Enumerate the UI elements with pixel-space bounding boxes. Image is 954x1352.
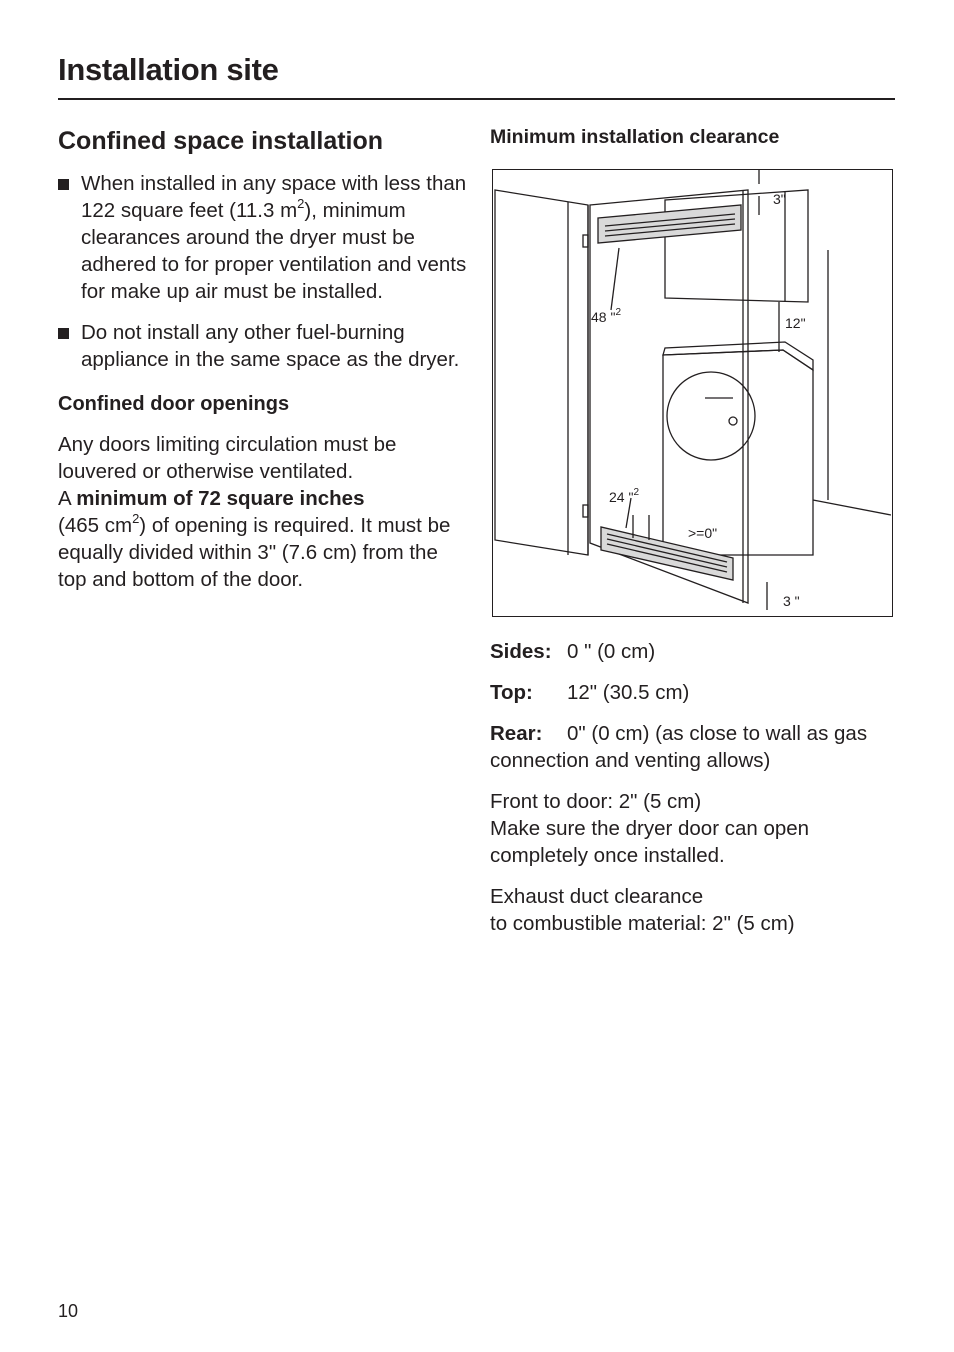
clearance-rear <box>490 720 900 774</box>
bullet-list <box>58 170 468 373</box>
para-text: (465 cm <box>58 514 133 537</box>
clearance-list <box>490 638 900 951</box>
clearance-diagram <box>492 169 893 617</box>
clearance-exhaust <box>490 883 900 937</box>
clearance-top <box>490 679 900 706</box>
bullet-text-pre: When installed in any space with less than 122 square feet (11.3 m <box>81 172 467 222</box>
figure-heading: Minimum installation clearance <box>490 126 780 148</box>
dryer-top <box>663 342 813 370</box>
rear-label: Rear: <box>490 722 543 745</box>
clearance-sides <box>490 638 900 665</box>
sides-value: 0 " (0 cm) <box>567 640 656 663</box>
bullet-text: Do not install any other fuel-burning appliance in the same space as the dryer. <box>81 321 460 371</box>
label-top-gap: 3" <box>773 191 786 207</box>
top-label: Top: <box>490 681 533 704</box>
door-paragraph <box>58 431 468 593</box>
top-value: 12" (30.5 cm) <box>567 681 690 704</box>
square-bullet-icon <box>58 328 69 339</box>
clearance-diagram-svg <box>493 170 891 615</box>
sides-label: Sides: <box>490 640 552 663</box>
front-line-2: Make sure the dryer door can open completely once installed. <box>490 817 810 867</box>
label-bottom-gap: 3 " <box>783 593 800 609</box>
left-door <box>495 190 588 555</box>
right-column <box>490 124 900 150</box>
upper-vent <box>598 205 741 243</box>
para-text: A <box>58 487 77 510</box>
label-side-gap: >=0" <box>688 525 718 541</box>
floor-line <box>813 500 891 515</box>
bullet-item-fuel <box>58 319 468 373</box>
left-column <box>58 124 468 593</box>
superscript: 2 <box>132 511 140 527</box>
bullet-item-space <box>58 170 468 305</box>
bullet-text-post: ), minimum clearances around the dryer must be adhered to for proper ventilation and vents for make up air must be installed. <box>81 199 467 303</box>
clearance-front <box>490 788 900 869</box>
para-bold: minimum of 72 square inches <box>76 487 365 510</box>
dryer-door <box>667 372 755 460</box>
section-heading: Confined space installation <box>58 127 384 155</box>
front-line-1: Front to door: 2" (5 cm) <box>490 790 702 813</box>
square-bullet-icon <box>58 179 69 190</box>
page-title: Installation site <box>58 52 279 87</box>
rear-value: 0" (0 cm) (as close to wall as gas connection and venting allows) <box>490 722 868 772</box>
para-text: Any doors limiting circulation must be louvered or otherwise ventilated. <box>58 433 397 483</box>
exhaust-line-1: Exhaust duct clearance <box>490 885 704 908</box>
exhaust-line-2: to combustible material: 2" (5 cm) <box>490 912 795 935</box>
sub-heading: Confined door openings <box>58 393 290 415</box>
title-divider <box>58 98 895 100</box>
para-text: ) of opening is required. It must be equally divided within 3" (7.6 cm) from the top and bottom of the door. <box>58 514 451 591</box>
label-upper-vent: 48 "$^2$ <box>591 307 621 325</box>
label-lower-vent: 24 "$^2$ <box>609 487 639 505</box>
superscript: 2 <box>297 196 305 212</box>
page-number: 10 <box>58 1301 79 1321</box>
label-cabinet-gap: 12" <box>785 315 806 331</box>
